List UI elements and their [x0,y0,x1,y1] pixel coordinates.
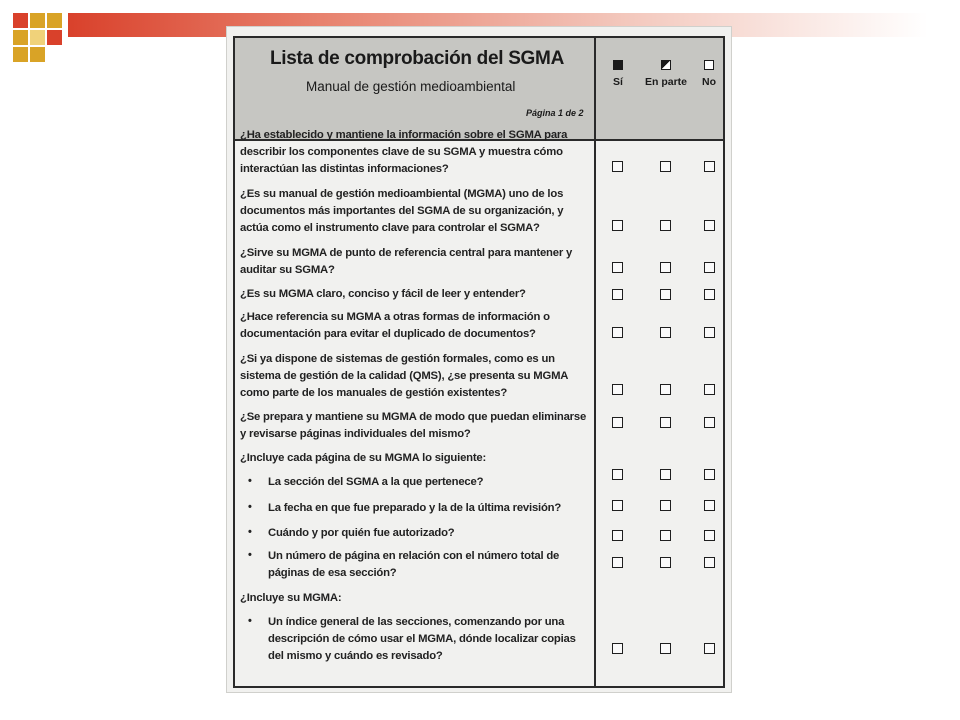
column-header-si: Sí [606,60,630,88]
checkbox-en-parte[interactable] [660,327,671,338]
bullet-icon: • [248,501,252,513]
checkbox-si[interactable] [612,384,623,395]
checkbox-no[interactable] [704,417,715,428]
checkbox-no[interactable] [704,220,715,231]
sub-item-text: Un índice general de las secciones, comenzando por una descripción de cómo usar el MGMA, dónde localizar copias del mismo y cuándo es revisado? [268,616,576,662]
question-text: ¿Ha establecido y mantiene la información sobre el SGMA para describir los componentes clave de su SGMA y muestra cómo interactúan las distintas informaciones? [240,129,568,175]
question-text: ¿Sirve su MGMA de punto de referencia central para mantener y auditar su SGMA? [240,247,573,276]
checkbox-si[interactable] [612,289,623,300]
bullet-icon: • [248,549,252,561]
checkbox-si[interactable] [612,643,623,654]
half-filled-square-icon [661,60,671,70]
checkbox-si[interactable] [612,161,623,172]
checkbox-si[interactable] [612,469,623,480]
checkbox-no[interactable] [704,327,715,338]
checkbox-si[interactable] [612,557,623,568]
checkbox-en-parte[interactable] [660,289,671,300]
checkbox-si[interactable] [612,530,623,541]
bullet-icon: • [248,475,252,487]
question-text: ¿Es su MGMA claro, conciso y fácil de leer y entender? [240,288,526,300]
ornament-square-red [13,13,28,28]
question-text: ¿Se prepara y mantiene su MGMA de modo que puedan eliminarse y revisarse páginas individuales del mismo? [240,411,587,440]
checkbox-en-parte[interactable] [660,557,671,568]
checkbox-en-parte[interactable] [660,262,671,273]
border-right [723,36,725,688]
ornament-square-red [47,30,62,45]
checkbox-en-parte[interactable] [660,500,671,511]
ornament-square-gold [47,13,62,28]
checkbox-si[interactable] [612,262,623,273]
checkbox-si[interactable] [612,220,623,231]
checkbox-en-parte[interactable] [660,417,671,428]
checkbox-no[interactable] [704,500,715,511]
checkbox-no[interactable] [704,557,715,568]
ornament-square-gold [13,30,28,45]
question-text: ¿Incluye su MGMA: [240,592,342,604]
question-text: ¿Es su manual de gestión medioambiental (MGMA) uno de los documentos más importantes del SGMA de su organización, y actúa como el instrumento clave para controlar el SGMA? [240,188,564,234]
column-header-en-parte: En parte [640,60,692,88]
column-header-no: No [698,60,720,88]
checkbox-no[interactable] [704,530,715,541]
ornament-square-gold [30,13,45,28]
border-bottom [233,686,725,688]
ornament-square-gold [30,30,45,45]
ornament-square-gold [30,47,45,62]
checkbox-en-parte[interactable] [660,530,671,541]
empty-square-icon [704,60,714,70]
sub-item-text: La sección del SGMA a la que pertenece? [268,476,484,488]
filled-square-icon [613,60,623,70]
page-subtitle: Manual de gestión medioambiental [306,79,516,94]
checkbox-no[interactable] [704,384,715,395]
column-divider [594,36,596,688]
sub-item-text: Un número de página en relación con el número total de páginas de esa sección? [268,550,560,579]
scanned-checklist-page [226,26,732,693]
bullet-icon: • [248,615,252,627]
sub-item-text: La fecha en que fue preparado y la de la última revisión? [268,502,562,514]
ornament-square-gold [13,47,28,62]
checkbox-no[interactable] [704,262,715,273]
page-number: Página 1 de 2 [526,108,584,118]
question-text: ¿Incluye cada página de su MGMA lo siguiente: [240,452,487,464]
checkbox-no[interactable] [704,289,715,300]
checkbox-no[interactable] [704,161,715,172]
checkbox-en-parte[interactable] [660,220,671,231]
checkbox-si[interactable] [612,500,623,511]
checkbox-si[interactable] [612,327,623,338]
checkbox-en-parte[interactable] [660,643,671,654]
checkbox-en-parte[interactable] [660,469,671,480]
checkbox-no[interactable] [704,469,715,480]
border-left [233,36,235,688]
page-title: Lista de comprobación del SGMA [270,48,564,69]
bullet-icon: • [248,526,252,538]
checkbox-en-parte[interactable] [660,384,671,395]
checkbox-si[interactable] [612,417,623,428]
question-text: ¿Hace referencia su MGMA a otras formas de información o documentación para evitar el duplicado de documentos? [240,311,550,340]
checkbox-en-parte[interactable] [660,161,671,172]
sub-item-text: Cuándo y por quién fue autorizado? [268,527,455,539]
checkbox-no[interactable] [704,643,715,654]
question-text: ¿Si ya dispone de sistemas de gestión formales, como es un sistema de gestión de la calidad (QMS), ¿se presenta su MGMA como parte de los manuales de gestión existentes? [240,353,568,399]
